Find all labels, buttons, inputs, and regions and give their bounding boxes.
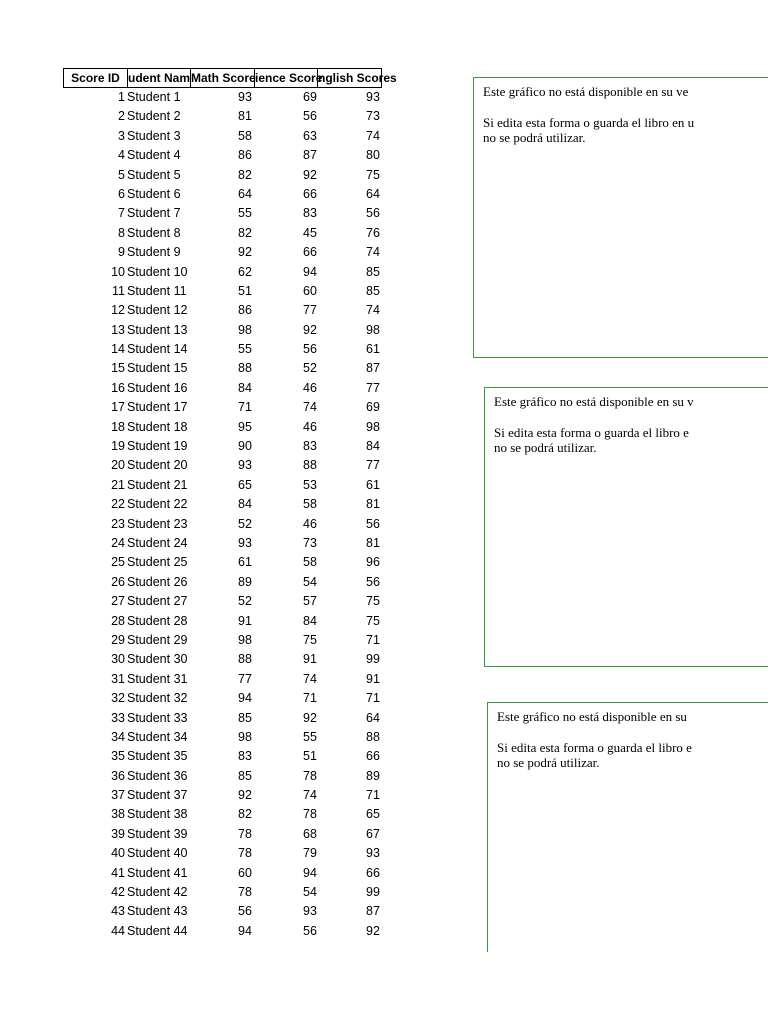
cell-math-score[interactable]: 58 (238, 128, 252, 143)
cell-science-score[interactable]: 92 (303, 710, 317, 725)
cell-english-score[interactable]: 66 (366, 749, 380, 764)
cell-math-score[interactable]: 65 (238, 477, 252, 492)
cell-student-name[interactable]: Student 8 (127, 225, 181, 240)
cell-score-id[interactable]: 34 (111, 729, 125, 744)
cell-student-name[interactable]: Student 15 (127, 361, 188, 376)
cell-science-score[interactable]: 88 (303, 458, 317, 473)
cell-score-id[interactable]: 21 (111, 477, 125, 492)
cell-english-score[interactable]: 80 (366, 148, 380, 163)
cell-score-id[interactable]: 37 (111, 788, 125, 803)
placeholder-warning-cont: no se podrá utilizar. (494, 440, 597, 455)
cell-science-score[interactable]: 56 (303, 109, 317, 124)
cell-science-score[interactable]: 75 (303, 632, 317, 647)
cell-math-score[interactable]: 51 (238, 283, 252, 298)
cell-student-name[interactable]: Student 35 (127, 749, 188, 764)
cell-science-score[interactable]: 94 (303, 264, 317, 279)
cell-english-score[interactable]: 73 (366, 109, 380, 124)
cell-science-score[interactable]: 83 (303, 439, 317, 454)
cell-score-id[interactable]: 30 (111, 652, 125, 667)
cell-score-id[interactable]: 14 (111, 342, 125, 357)
placeholder-warning: Si edita esta forma o guarda el libro e (497, 739, 692, 755)
cell-english-score[interactable]: 76 (366, 225, 380, 240)
cell-english-score[interactable]: 81 (366, 535, 380, 550)
cell-english-score[interactable]: 71 (366, 691, 380, 706)
cell-math-score[interactable]: 86 (238, 303, 252, 318)
cell-student-name[interactable]: Student 4 (127, 148, 181, 163)
cell-math-score[interactable]: 52 (238, 516, 252, 531)
cell-score-id[interactable]: 29 (111, 632, 125, 647)
cell-student-name[interactable]: Student 25 (127, 555, 188, 570)
cell-score-id[interactable]: 31 (111, 671, 125, 686)
cell-science-score[interactable]: 45 (303, 225, 317, 240)
cell-student-name[interactable]: Student 44 (127, 923, 188, 938)
cell-student-name[interactable]: Student 21 (127, 477, 188, 492)
cell-math-score[interactable]: 56 (238, 904, 252, 919)
cell-score-id[interactable]: 7 (118, 206, 125, 221)
cell-student-name[interactable]: Student 37 (127, 788, 188, 803)
cell-math-score[interactable]: 55 (238, 342, 252, 357)
cell-student-name[interactable]: Student 26 (127, 574, 188, 589)
cell-score-id[interactable]: 28 (111, 613, 125, 628)
cell-student-name[interactable]: Student 40 (127, 846, 188, 861)
cell-student-name[interactable]: Student 12 (127, 303, 188, 318)
cell-science-score[interactable]: 83 (303, 206, 317, 221)
cell-student-name[interactable]: Student 30 (127, 652, 188, 667)
cell-english-score[interactable]: 98 (366, 322, 380, 337)
cell-english-score[interactable]: 85 (366, 283, 380, 298)
cell-english-score[interactable]: 74 (366, 245, 380, 260)
cell-score-id[interactable]: 33 (111, 710, 125, 725)
cell-score-id[interactable]: 19 (111, 439, 125, 454)
cell-student-name[interactable]: Student 41 (127, 865, 188, 880)
cell-math-score[interactable]: 93 (238, 458, 252, 473)
cell-math-score[interactable]: 85 (238, 768, 252, 783)
cell-student-name[interactable]: Student 13 (127, 322, 188, 337)
cell-student-name[interactable]: Student 29 (127, 632, 188, 647)
cell-score-id[interactable]: 44 (111, 923, 125, 938)
cell-score-id[interactable]: 43 (111, 904, 125, 919)
cell-science-score[interactable]: 56 (303, 342, 317, 357)
cell-science-score[interactable]: 53 (303, 477, 317, 492)
cell-score-id[interactable]: 9 (118, 245, 125, 260)
cell-math-score[interactable]: 81 (238, 109, 252, 124)
cell-student-name[interactable]: Student 14 (127, 342, 188, 357)
cell-math-score[interactable]: 78 (238, 826, 252, 841)
cell-score-id[interactable]: 41 (111, 865, 125, 880)
cell-science-score[interactable]: 94 (303, 865, 317, 880)
cell-score-id[interactable]: 35 (111, 749, 125, 764)
cell-science-score[interactable]: 66 (303, 186, 317, 201)
cell-english-score[interactable]: 71 (366, 788, 380, 803)
cell-student-name[interactable]: Student 18 (127, 419, 188, 434)
cell-score-id[interactable]: 2 (118, 109, 125, 124)
cell-english-score[interactable]: 99 (366, 652, 380, 667)
cell-math-score[interactable]: 94 (238, 691, 252, 706)
cell-english-score[interactable]: 81 (366, 497, 380, 512)
cell-english-score[interactable]: 74 (366, 128, 380, 143)
cell-math-score[interactable]: 78 (238, 885, 252, 900)
cell-science-score[interactable]: 54 (303, 574, 317, 589)
cell-science-score[interactable]: 92 (303, 322, 317, 337)
cell-score-id[interactable]: 26 (111, 574, 125, 589)
cell-math-score[interactable]: 98 (238, 632, 252, 647)
cell-student-name[interactable]: Student 32 (127, 691, 188, 706)
cell-english-score[interactable]: 96 (366, 555, 380, 570)
cell-math-score[interactable]: 84 (238, 497, 252, 512)
cell-score-id[interactable]: 15 (111, 361, 125, 376)
cell-english-score[interactable]: 56 (366, 516, 380, 531)
cell-science-score[interactable]: 58 (303, 555, 317, 570)
cell-english-score[interactable]: 75 (366, 594, 380, 609)
cell-math-score[interactable]: 86 (238, 148, 252, 163)
cell-science-score[interactable]: 78 (303, 807, 317, 822)
cell-science-score[interactable]: 46 (303, 380, 317, 395)
cell-student-name[interactable]: Student 6 (127, 186, 181, 201)
placeholder-warning: Si edita esta forma o guarda el libro en u (483, 114, 695, 130)
cell-student-name[interactable]: Student 5 (127, 167, 181, 182)
cell-student-name[interactable]: Student 38 (127, 807, 188, 822)
cell-math-score[interactable]: 93 (238, 535, 252, 550)
placeholder-message: Este gráfico no está disponible en su ve (483, 84, 689, 99)
cell-score-id[interactable]: 27 (111, 594, 125, 609)
cell-english-score[interactable]: 88 (366, 729, 380, 744)
cell-score-id[interactable]: 6 (118, 186, 125, 201)
cell-english-score[interactable]: 77 (366, 380, 380, 395)
cell-math-score[interactable]: 88 (238, 361, 252, 376)
cell-score-id[interactable]: 10 (111, 264, 125, 279)
cell-science-score[interactable]: 56 (303, 923, 317, 938)
cell-english-score[interactable]: 66 (366, 865, 380, 880)
cell-student-name[interactable]: Student 42 (127, 885, 188, 900)
cell-math-score[interactable]: 82 (238, 807, 252, 822)
cell-math-score[interactable]: 82 (238, 225, 252, 240)
cell-student-name[interactable]: Student 2 (127, 109, 181, 124)
cell-student-name[interactable]: Student 34 (127, 729, 188, 744)
cell-science-score[interactable]: 55 (303, 729, 317, 744)
cell-science-score[interactable]: 87 (303, 148, 317, 163)
cell-score-id[interactable]: 25 (111, 555, 125, 570)
cell-english-score[interactable]: 67 (366, 826, 380, 841)
cell-english-score[interactable]: 61 (366, 477, 380, 492)
cell-math-score[interactable]: 77 (238, 671, 252, 686)
cell-math-score[interactable]: 64 (238, 186, 252, 201)
cell-english-score[interactable]: 91 (366, 671, 380, 686)
cell-english-score[interactable]: 64 (366, 186, 380, 201)
cell-math-score[interactable]: 90 (238, 439, 252, 454)
cell-math-score[interactable]: 71 (238, 400, 252, 415)
cell-science-score[interactable]: 79 (303, 846, 317, 861)
cell-score-id[interactable]: 42 (111, 885, 125, 900)
cell-science-score[interactable]: 78 (303, 768, 317, 783)
cell-science-score[interactable]: 46 (303, 516, 317, 531)
cell-score-id[interactable]: 39 (111, 826, 125, 841)
cell-score-id[interactable]: 3 (118, 128, 125, 143)
cell-math-score[interactable]: 95 (238, 419, 252, 434)
cell-student-name[interactable]: Student 20 (127, 458, 188, 473)
cell-math-score[interactable]: 52 (238, 594, 252, 609)
cell-english-score[interactable]: 75 (366, 167, 380, 182)
cell-student-name[interactable]: Student 22 (127, 497, 188, 512)
cell-science-score[interactable]: 71 (303, 691, 317, 706)
cell-score-id[interactable]: 13 (111, 322, 125, 337)
cell-science-score[interactable]: 74 (303, 400, 317, 415)
header-science-scores[interactable]: ience Score (254, 68, 318, 88)
cell-score-id[interactable]: 22 (111, 497, 125, 512)
cell-student-name[interactable]: Student 7 (127, 206, 181, 221)
cell-english-score[interactable]: 56 (366, 206, 380, 221)
cell-student-name[interactable]: Student 3 (127, 128, 181, 143)
cell-math-score[interactable]: 62 (238, 264, 252, 279)
header-math-scores[interactable]: Math Score (190, 68, 255, 88)
cell-science-score[interactable]: 73 (303, 535, 317, 550)
cell-english-score[interactable]: 64 (366, 710, 380, 725)
cell-science-score[interactable]: 84 (303, 613, 317, 628)
cell-score-id[interactable]: 40 (111, 846, 125, 861)
cell-math-score[interactable]: 60 (238, 865, 252, 880)
cell-english-score[interactable]: 89 (366, 768, 380, 783)
cell-math-score[interactable]: 94 (238, 923, 252, 938)
cell-science-score[interactable]: 60 (303, 283, 317, 298)
cell-science-score[interactable]: 57 (303, 594, 317, 609)
cell-math-score[interactable]: 55 (238, 206, 252, 221)
cell-english-score[interactable]: 77 (366, 458, 380, 473)
cell-english-score[interactable]: 85 (366, 264, 380, 279)
cell-score-id[interactable]: 20 (111, 458, 125, 473)
cell-science-score[interactable]: 58 (303, 497, 317, 512)
cell-student-name[interactable]: Student 31 (127, 671, 188, 686)
cell-science-score[interactable]: 69 (303, 90, 317, 104)
cell-score-id[interactable]: 24 (111, 535, 125, 550)
cell-student-name[interactable]: Student 36 (127, 768, 188, 783)
cell-score-id[interactable]: 16 (111, 380, 125, 395)
cell-math-score[interactable]: 92 (238, 788, 252, 803)
chart-placeholder-1[interactable] (473, 77, 768, 358)
cell-student-name[interactable]: Student 11 (127, 283, 187, 298)
cell-science-score[interactable]: 74 (303, 671, 317, 686)
cell-english-score[interactable]: 65 (366, 807, 380, 822)
cell-score-id[interactable]: 4 (118, 148, 125, 163)
chart-placeholder-2[interactable] (484, 387, 768, 667)
cell-english-score[interactable]: 74 (366, 303, 380, 318)
placeholder-message: Este gráfico no está disponible en su v (494, 394, 694, 409)
cell-score-id[interactable]: 38 (111, 807, 125, 822)
cell-english-score[interactable]: 99 (366, 885, 380, 900)
header-student-name[interactable]: udent Nam (127, 68, 191, 88)
cell-score-id[interactable]: 18 (111, 419, 125, 434)
cell-score-id[interactable]: 23 (111, 516, 125, 531)
header-score-id[interactable]: Score ID (63, 68, 128, 88)
cell-science-score[interactable]: 63 (303, 128, 317, 143)
cell-english-score[interactable]: 92 (366, 923, 380, 938)
cell-science-score[interactable]: 91 (303, 652, 317, 667)
cell-science-score[interactable]: 77 (303, 303, 317, 318)
cell-math-score[interactable]: 85 (238, 710, 252, 725)
cell-science-score[interactable]: 46 (303, 419, 317, 434)
cell-student-name[interactable]: Student 28 (127, 613, 188, 628)
cell-score-id[interactable]: 11 (112, 283, 125, 298)
cell-score-id[interactable]: 12 (111, 303, 125, 318)
header-english-scores[interactable]: nglish Scores (317, 68, 382, 88)
cell-student-name[interactable]: Student 43 (127, 904, 188, 919)
cell-student-name[interactable]: Student 27 (127, 594, 188, 609)
cell-science-score[interactable]: 54 (303, 885, 317, 900)
cell-math-score[interactable]: 93 (238, 90, 252, 104)
cell-student-name[interactable]: Student 17 (127, 400, 188, 415)
cell-english-score[interactable]: 61 (366, 342, 380, 357)
cell-science-score[interactable]: 52 (303, 361, 317, 376)
cell-score-id[interactable]: 5 (118, 167, 125, 182)
cell-science-score[interactable]: 66 (303, 245, 317, 260)
chart-placeholder-3[interactable] (487, 702, 768, 952)
cell-science-score[interactable]: 92 (303, 167, 317, 182)
cell-score-id[interactable]: 17 (111, 400, 125, 415)
cell-score-id[interactable]: 1 (118, 90, 125, 104)
cell-math-score[interactable]: 82 (238, 167, 252, 182)
cell-math-score[interactable]: 98 (238, 729, 252, 744)
cell-student-name[interactable]: Student 10 (127, 264, 188, 279)
cell-science-score[interactable]: 74 (303, 788, 317, 803)
cell-student-name[interactable]: Student 9 (127, 245, 181, 260)
cell-student-name[interactable]: Student 39 (127, 826, 188, 841)
placeholder-message: Este gráfico no está disponible en su (497, 709, 687, 724)
cell-english-score[interactable]: 93 (366, 846, 380, 861)
cell-science-score[interactable]: 93 (303, 904, 317, 919)
cell-math-score[interactable]: 61 (238, 555, 252, 570)
cell-student-name[interactable]: Student 19 (127, 439, 188, 454)
cell-math-score[interactable]: 83 (238, 749, 252, 764)
cell-student-name[interactable]: Student 1 (127, 90, 181, 104)
placeholder-warning-cont: no se podrá utilizar. (497, 755, 600, 770)
cell-science-score[interactable]: 68 (303, 826, 317, 841)
cell-score-id[interactable]: 36 (111, 768, 125, 783)
cell-student-name[interactable]: Student 33 (127, 710, 188, 725)
cell-score-id[interactable]: 32 (111, 691, 125, 706)
cell-science-score[interactable]: 51 (303, 749, 317, 764)
cell-english-score[interactable]: 71 (366, 632, 380, 647)
cell-math-score[interactable]: 92 (238, 245, 252, 260)
cell-math-score[interactable]: 84 (238, 380, 252, 395)
placeholder-warning-cont: no se podrá utilizar. (483, 130, 586, 145)
cell-english-score[interactable]: 56 (366, 574, 380, 589)
cell-student-name[interactable]: Student 23 (127, 516, 188, 531)
cell-english-score[interactable]: 98 (366, 419, 380, 434)
cell-score-id[interactable]: 8 (118, 225, 125, 240)
placeholder-warning: Si edita esta forma o guarda el libro e (494, 424, 689, 440)
cell-english-score[interactable]: 93 (366, 90, 380, 104)
cell-english-score[interactable]: 87 (366, 904, 380, 919)
cell-student-name[interactable]: Student 16 (127, 380, 188, 395)
cell-student-name[interactable]: Student 24 (127, 535, 188, 550)
cell-math-score[interactable]: 89 (238, 574, 252, 589)
cell-english-score[interactable]: 87 (366, 361, 380, 376)
cell-math-score[interactable]: 91 (238, 613, 252, 628)
cell-english-score[interactable]: 84 (366, 439, 380, 454)
cell-english-score[interactable]: 75 (366, 613, 380, 628)
cell-english-score[interactable]: 69 (366, 400, 380, 415)
cell-math-score[interactable]: 98 (238, 322, 252, 337)
cell-math-score[interactable]: 78 (238, 846, 252, 861)
cell-math-score[interactable]: 88 (238, 652, 252, 667)
